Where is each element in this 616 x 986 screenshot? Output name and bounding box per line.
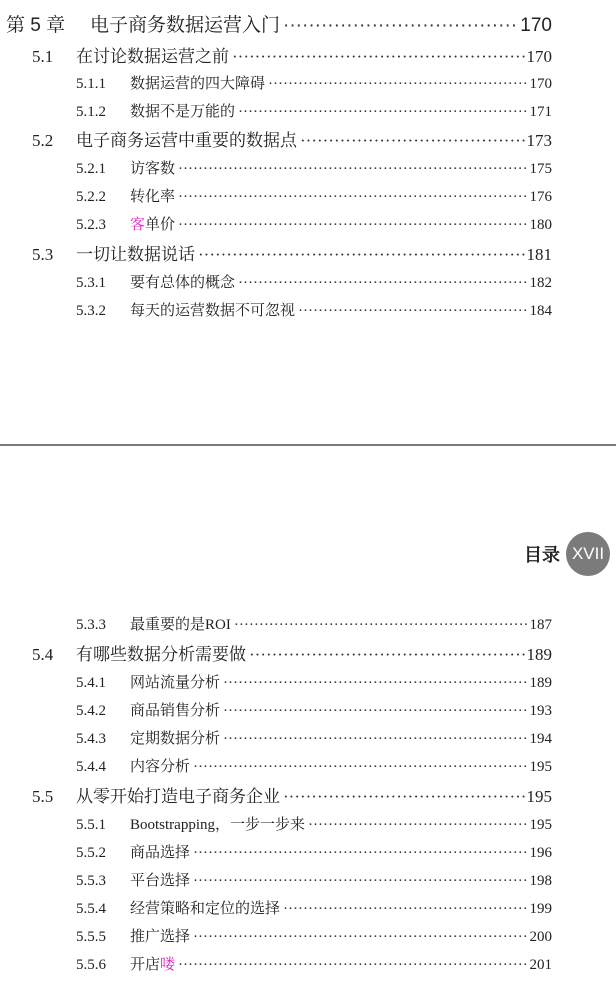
toc-section-5-1[interactable] (32, 42, 552, 67)
toc-subsection-5-5-3[interactable] (76, 869, 552, 890)
section-number: 5.3 (32, 245, 54, 264)
subsection-title: 商品选择 (130, 845, 191, 861)
dot-leader (178, 161, 527, 178)
page-number: 200 (529, 929, 552, 945)
toc-subsection-5-4-3[interactable] (76, 727, 552, 748)
page-number: 180 (529, 217, 552, 233)
dot-leader (234, 617, 528, 634)
page-number: 170 (526, 47, 552, 66)
page-number: 184 (529, 303, 552, 319)
subsection-number: 5.5.4 (76, 901, 106, 917)
subsection-title: 网站流量分析 (130, 675, 221, 691)
subsection-number: 5.4.3 (76, 731, 106, 747)
toc-subsection-5-3-3[interactable] (76, 613, 552, 634)
dot-leader (283, 15, 518, 37)
page-number: 189 (526, 645, 552, 664)
title-remainder: 单价 (145, 217, 176, 233)
section-title: 从零开始打造电子商务企业 (76, 787, 280, 806)
subsection-title: 内容分析 (130, 759, 191, 775)
dot-leader (223, 703, 527, 720)
dot-leader (193, 929, 527, 946)
dot-leader (198, 245, 525, 265)
toc-subsection-5-4-1[interactable] (76, 671, 552, 692)
dot-leader (308, 817, 528, 834)
dot-leader (178, 957, 527, 974)
dot-leader (232, 47, 525, 67)
dot-leader (283, 787, 525, 807)
dot-leader (238, 104, 527, 121)
dot-leader (298, 303, 527, 320)
toc-subsection-5-2-1[interactable] (76, 157, 552, 178)
section-number: 5.2 (32, 131, 54, 150)
subsection-number: 5.1.2 (76, 104, 106, 120)
toc-subsection-5-2-3[interactable] (76, 213, 552, 234)
dot-leader (178, 189, 527, 206)
subsection-title: 平台选择 (130, 873, 191, 889)
page-number: 181 (526, 245, 552, 264)
toc-subsection-5-3-2[interactable] (76, 299, 552, 320)
dot-leader (193, 759, 527, 776)
subsection-title: 访客数 (130, 161, 176, 177)
toc-subsection-5-5-5[interactable] (76, 925, 552, 946)
subsection-number: 5.5.5 (76, 929, 106, 945)
page-number: 171 (529, 104, 552, 120)
section-number: 5.1 (32, 47, 54, 66)
section-number: 5.4 (32, 645, 54, 664)
toc-subsection-5-1-2[interactable] (76, 100, 552, 121)
dot-leader (223, 731, 527, 748)
subsection-number: 5.5.1 (76, 817, 106, 833)
toc-section-5-5[interactable] (32, 782, 552, 807)
toc-page-bottom (0, 446, 616, 986)
subsection-title (130, 213, 175, 234)
subsection-title: 最重要的是ROI (130, 617, 231, 633)
dot-leader (193, 873, 527, 890)
page-number: 173 (526, 131, 552, 150)
page-number: 196 (529, 845, 552, 861)
toc-page-top (0, 0, 616, 445)
subsection-number: 5.4.1 (76, 675, 106, 691)
page-number: 199 (529, 901, 552, 917)
page-number: 195 (529, 759, 552, 775)
toc-subsection-5-2-2[interactable] (76, 185, 552, 206)
page-number: 195 (526, 787, 552, 806)
dot-leader (223, 675, 527, 692)
dot-leader (238, 275, 527, 292)
subsection-number: 5.5.6 (76, 957, 106, 973)
page-number: 182 (529, 275, 552, 291)
subsection-title: 推广选择 (130, 929, 191, 945)
page-number: 175 (529, 161, 552, 177)
subsection-number: 5.2.1 (76, 161, 106, 177)
subsection-number: 5.3.1 (76, 275, 106, 291)
toc-subsection-5-5-2[interactable] (76, 841, 552, 862)
subsection-number: 5.3.2 (76, 303, 106, 319)
title-remainder: 开店 (130, 957, 161, 973)
section-title: 电子商务运营中重要的数据点 (76, 131, 297, 150)
subsection-number: 5.3.3 (76, 617, 106, 633)
subsection-title: Bootstrapping，一步一步来 (130, 817, 305, 833)
subsection-title: 数据运营的四大障碍 (130, 76, 266, 92)
toc-subsection-5-5-6[interactable] (76, 953, 552, 974)
subsection-title: 每天的运营数据不可忽视 (130, 303, 296, 319)
section-title: 有哪些数据分析需要做 (76, 645, 246, 664)
dot-leader (283, 901, 527, 918)
page-number: 170 (529, 76, 552, 92)
section-title: 一切让数据说话 (76, 245, 195, 264)
chapter-number: 第 5 章 (6, 15, 66, 36)
toc-section-5-4[interactable] (32, 640, 552, 665)
section-title: 在讨论数据运营之前 (76, 47, 229, 66)
chapter-page-number: 170 (520, 15, 552, 36)
chapter-title: 电子商务数据运营入门 (90, 15, 281, 36)
subsection-number: 5.4.4 (76, 759, 106, 775)
dot-leader (193, 845, 527, 862)
highlighted-character: 客 (130, 217, 146, 233)
subsection-title (130, 953, 175, 974)
subsection-title: 经营策略和定位的选择 (130, 901, 281, 917)
page-number: 176 (529, 189, 552, 205)
dot-leader (268, 76, 527, 93)
subsection-title: 数据不是万能的 (130, 104, 236, 120)
toc-subsection-5-1-1[interactable] (76, 72, 552, 93)
subsection-number: 5.5.2 (76, 845, 106, 861)
page-number: 201 (529, 957, 552, 973)
dot-leader (249, 645, 525, 665)
subsection-title: 商品销售分析 (130, 703, 221, 719)
toc-section-5-2[interactable] (32, 126, 552, 151)
toc-subsection-5-5-4[interactable] (76, 897, 552, 918)
section-number: 5.5 (32, 787, 54, 806)
page-header (524, 532, 610, 576)
subsection-number: 5.1.1 (76, 76, 106, 92)
dot-leader (178, 217, 527, 234)
highlighted-character: 喽 (160, 957, 176, 973)
toc-subsection-5-4-4[interactable] (76, 755, 552, 776)
page-number: 198 (529, 873, 552, 889)
toc-chapter-5[interactable] (6, 10, 552, 37)
page-number: 194 (529, 731, 552, 747)
subsection-number: 5.4.2 (76, 703, 106, 719)
toc-subsection-5-3-1[interactable] (76, 271, 552, 292)
page-number: 187 (529, 617, 552, 633)
subsection-number: 5.2.2 (76, 189, 106, 205)
subsection-title: 定期数据分析 (130, 731, 221, 747)
subsection-number: 5.5.3 (76, 873, 106, 889)
page-roman-numeral-badge: XVII (566, 532, 610, 576)
page-number: 193 (529, 703, 552, 719)
toc-header-label: 目录 (524, 545, 560, 565)
subsection-title: 转化率 (130, 189, 176, 205)
dot-leader (300, 131, 525, 151)
toc-subsection-5-5-1[interactable] (76, 813, 552, 834)
page-number: 189 (529, 675, 552, 691)
toc-section-5-3[interactable] (32, 240, 552, 265)
subsection-title: 要有总体的概念 (130, 275, 236, 291)
page-number: 195 (529, 817, 552, 833)
subsection-number: 5.2.3 (76, 217, 106, 233)
toc-subsection-5-4-2[interactable] (76, 699, 552, 720)
